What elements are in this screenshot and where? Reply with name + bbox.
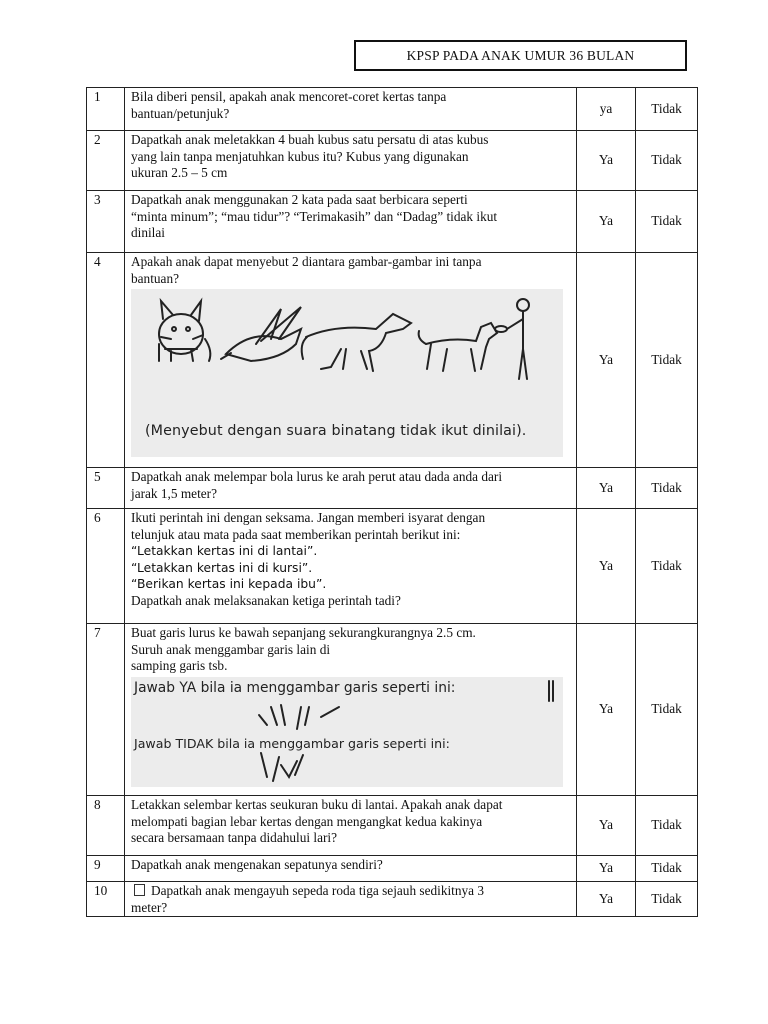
row-number: 1 — [87, 88, 125, 131]
answer-no[interactable]: Tidak — [636, 88, 698, 131]
row-number: 6 — [87, 509, 125, 624]
line-drawing-examples-image — [131, 677, 563, 787]
row-number: 9 — [87, 856, 125, 882]
answer-no[interactable]: Tidak — [636, 796, 698, 856]
answer-yes[interactable]: Ya — [577, 624, 636, 796]
table-row — [87, 509, 698, 624]
row-number: 4 — [87, 253, 125, 468]
answer-no-caption: Jawab TIDAK bila ia menggambar garis seperti ini: — [134, 735, 450, 751]
table-row — [87, 796, 698, 856]
answer-yes[interactable]: Ya — [577, 856, 636, 882]
answer-yes[interactable]: Ya — [577, 253, 636, 468]
question-text: Dapatkah anak menggunakan 2 kata pada saat berbicara seperti “minta minum”; “mau tidur”? “Terimakasih” dan “Dadag” tidak ikut dinilai — [125, 191, 577, 253]
row-number: 10 — [87, 882, 125, 917]
row-number: 2 — [87, 131, 125, 191]
table-row — [87, 856, 698, 882]
answer-yes[interactable]: Ya — [577, 882, 636, 917]
row-number: 8 — [87, 796, 125, 856]
scribble-lines-icon — [259, 705, 339, 781]
question-text: Apakah anak dapat menyebut 2 diantara gambar-gambar ini tanpa bantuan? (Menyebut dengan suara binatang tidak ikut dinilai). — [125, 253, 577, 468]
dog-icon — [419, 323, 497, 371]
answer-yes[interactable]: Ya — [577, 468, 636, 509]
table-row — [87, 624, 698, 796]
answer-yes[interactable]: Ya — [577, 509, 636, 624]
line-examples-drawing — [131, 677, 563, 787]
answer-no[interactable]: Tidak — [636, 191, 698, 253]
table-row — [87, 191, 698, 253]
question-text: Ikuti perintah ini dengan seksama. Jangan memberi isyarat dengan telunjuk atau mata pada saat memberikan perintah berikut ini: “Letakkan kertas ini di lantai”. “Letakkan kertas ini di kursi”. “Berikan kertas ini kepada ibu”. Dapatkah anak melaksanakan ketiga perintah tadi? — [125, 509, 577, 624]
answer-no[interactable]: Tidak — [636, 856, 698, 882]
table-row — [87, 468, 698, 509]
question-text: Letakkan selembar kertas seukuran buku di lantai. Apakah anak dapat melompati bagian lebar kertas dengan mengangkat kedua kakinya secara bersamaan tanpa didahului lari? — [125, 796, 577, 856]
form-title: KPSP PADA ANAK UMUR 36 BULAN — [354, 40, 687, 71]
answer-no[interactable]: Tidak — [636, 468, 698, 509]
question-text: Dapatkah anak melempar bola lurus ke arah perut atau dada anda dari jarak 1,5 meter? — [125, 468, 577, 509]
kpsp-question-table — [86, 87, 698, 917]
table-row — [87, 131, 698, 191]
question-text: Bila diberi pensil, apakah anak mencoret-coret kertas tanpa bantuan/petunjuk? — [125, 88, 577, 131]
question-text: Dapatkah anak mengayuh sepeda roda tiga sejauh sedikitnya 3 meter? — [125, 882, 577, 917]
question-text: Buat garis lurus ke bawah sepanjang sekurangkurangnya 2.5 cm. Suruh anak menggambar garis lain di samping garis tsb. Jawab YA bila ia menggambar garis seperti ini: Jawab TIDAK bila ia menggambar garis seperti ini: — [125, 624, 577, 796]
animal-pictures-image — [131, 289, 563, 457]
table-row — [87, 88, 698, 131]
cat-icon — [159, 301, 210, 361]
answer-no[interactable]: Tidak — [636, 624, 698, 796]
answer-no[interactable]: Tidak — [636, 509, 698, 624]
person-icon — [495, 299, 529, 379]
answer-no[interactable]: Tidak — [636, 253, 698, 468]
row-number: 7 — [87, 624, 125, 796]
answer-yes[interactable]: Ya — [577, 191, 636, 253]
answer-no[interactable]: Tidak — [636, 882, 698, 917]
animal-caption: (Menyebut dengan suara binatang tidak ikut dinilai). — [145, 423, 527, 439]
answer-yes-caption: Jawab YA bila ia menggambar garis seperti ini: — [134, 679, 456, 696]
answer-yes[interactable]: Ya — [577, 796, 636, 856]
bird-icon — [221, 307, 301, 361]
table-row — [87, 882, 698, 917]
horse-icon — [302, 314, 411, 371]
question-text: Dapatkah anak meletakkan 4 buah kubus satu persatu di atas kubus yang lain tanpa menjatuhkan kubus itu? Kubus yang digunakan ukuran 2.5 – 5 cm — [125, 131, 577, 191]
parallel-lines-icon — [549, 681, 553, 701]
answer-no[interactable]: Tidak — [636, 131, 698, 191]
bullet-box-icon — [134, 884, 145, 896]
answer-yes[interactable]: Ya — [577, 131, 636, 191]
row-number: 3 — [87, 191, 125, 253]
table-row — [87, 253, 698, 468]
answer-yes[interactable]: ya — [577, 88, 636, 131]
question-text: Dapatkah anak mengenakan sepatunya sendiri? — [125, 856, 577, 882]
row-number: 5 — [87, 468, 125, 509]
